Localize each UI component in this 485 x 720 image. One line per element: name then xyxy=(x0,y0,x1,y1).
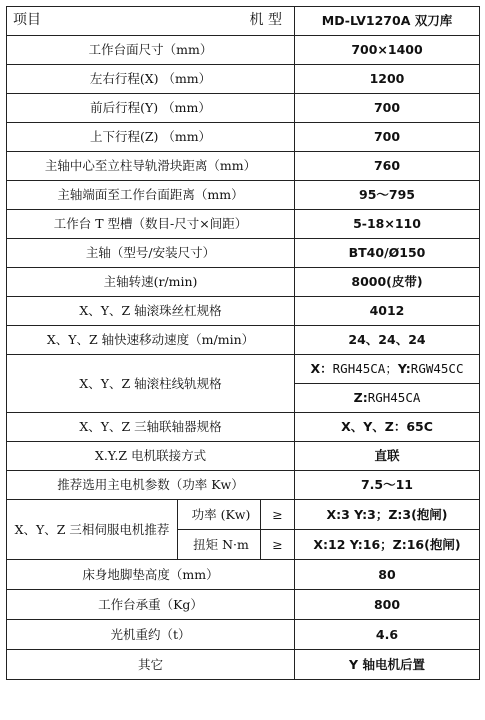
header-row xyxy=(7,7,480,36)
table-row xyxy=(7,36,480,65)
table-row xyxy=(7,560,480,590)
table-row xyxy=(7,413,480,442)
servo-torque-symbol: ≥ xyxy=(261,530,295,560)
row-label: 工作台面尺寸（mm） xyxy=(7,36,295,65)
row-label: X.Y.Z 电机联接方式 xyxy=(7,442,295,471)
servo-power-label: 功率 (Kw) xyxy=(178,500,261,530)
spec-table xyxy=(6,6,480,680)
table-row xyxy=(7,297,480,326)
table-row xyxy=(7,239,480,268)
row-label: 推荐选用主电机参数（功率 Kw） xyxy=(7,471,295,500)
rail-label: X、Y、Z 轴滚柱线轨规格 xyxy=(7,355,295,413)
item-header: 项目 xyxy=(13,12,41,29)
servo-torque-value: X:12 Y:16；Z:16(抱闸) xyxy=(295,530,480,560)
servo-torque-label: 扭矩 N·m xyxy=(178,530,261,560)
row-value: 800 xyxy=(295,590,480,620)
row-label: 主轴中心至立柱导轨滑块距离（mm） xyxy=(7,152,295,181)
row-label: 前后行程(Y) （mm） xyxy=(7,94,295,123)
row-value: Y 轴电机后置 xyxy=(295,650,480,680)
servo-row xyxy=(7,500,480,530)
row-label: 主轴端面至工作台面距离（mm） xyxy=(7,181,295,210)
row-value: 直联 xyxy=(295,442,480,471)
row-value: 8000(皮带) xyxy=(295,268,480,297)
rail-x-key: X： xyxy=(310,361,333,377)
row-label: 上下行程(Z) （mm） xyxy=(7,123,295,152)
row-value: 24、24、24 xyxy=(295,326,480,355)
table-row xyxy=(7,471,480,500)
row-value: 95～795 xyxy=(295,181,480,210)
rail-xy-value xyxy=(295,355,480,384)
row-value: 4.6 xyxy=(295,620,480,650)
row-value: 700×1400 xyxy=(295,36,480,65)
rail-y-value: RGW45CC xyxy=(410,361,464,377)
servo-power-value: X:3 Y:3；Z:3(抱闸) xyxy=(295,500,480,530)
row-value: BT40/Ø150 xyxy=(295,239,480,268)
table-row xyxy=(7,442,480,471)
row-value: 1200 xyxy=(295,65,480,94)
table-row xyxy=(7,620,480,650)
row-label: 床身地脚垫高度（mm） xyxy=(7,560,295,590)
row-label: 工作台 T 型槽（数目-尺寸×间距） xyxy=(7,210,295,239)
servo-power-symbol: ≥ xyxy=(261,500,295,530)
table-row xyxy=(7,65,480,94)
table-row xyxy=(7,152,480,181)
rail-z-val: RGH45CA xyxy=(367,390,421,406)
row-value: X、Y、Z：65C xyxy=(295,413,480,442)
rail-z-value xyxy=(295,384,480,413)
header-label-cell xyxy=(7,7,295,36)
row-value: 80 xyxy=(295,560,480,590)
rail-z-key: Z: xyxy=(353,390,368,406)
table-row xyxy=(7,268,480,297)
table-row xyxy=(7,650,480,680)
table-row xyxy=(7,94,480,123)
rail-row xyxy=(7,355,480,384)
model-header: 机 型 xyxy=(249,12,282,29)
row-value: 7.5～11 xyxy=(295,471,480,500)
table-row xyxy=(7,210,480,239)
row-value: 700 xyxy=(295,94,480,123)
row-value: 4012 xyxy=(295,297,480,326)
table-row xyxy=(7,326,480,355)
row-label: 主轴（型号/安装尺寸） xyxy=(7,239,295,268)
row-value: 700 xyxy=(295,123,480,152)
rail-x-value: RGH45CA； xyxy=(332,361,398,377)
row-value: 5-18×110 xyxy=(295,210,480,239)
row-label: X、Y、Z 轴滚珠丝杠规格 xyxy=(7,297,295,326)
row-label: 主轴转速(r/min) xyxy=(7,268,295,297)
table-row xyxy=(7,123,480,152)
row-label: 其它 xyxy=(7,650,295,680)
row-label: X、Y、Z 轴快速移动速度（m/min） xyxy=(7,326,295,355)
row-label: 光机重约（t） xyxy=(7,620,295,650)
row-label: 左右行程(X) （mm） xyxy=(7,65,295,94)
model-value: MD-LV1270A 双刀库 xyxy=(295,7,480,36)
row-label: 工作台承重（Kg） xyxy=(7,590,295,620)
servo-label: X、Y、Z 三相伺服电机推荐 xyxy=(7,500,178,560)
table-row xyxy=(7,181,480,210)
table-row xyxy=(7,590,480,620)
row-label: X、Y、Z 三轴联轴器规格 xyxy=(7,413,295,442)
row-value: 760 xyxy=(295,152,480,181)
rail-y-key: Y: xyxy=(397,361,411,377)
